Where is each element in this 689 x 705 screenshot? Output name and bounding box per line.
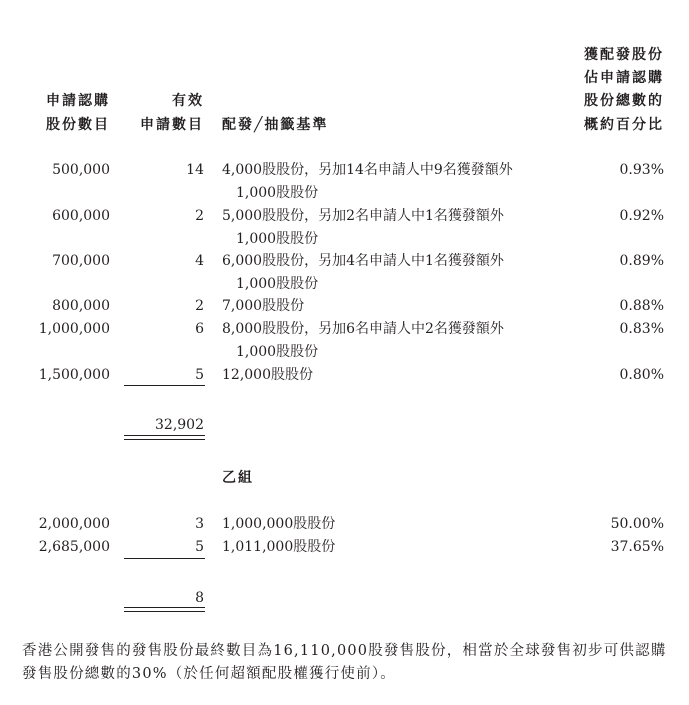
row-shares: 800,000: [52, 298, 110, 314]
row-shares: 1,000,000: [38, 321, 110, 337]
row-shares: 700,000: [52, 253, 110, 269]
subtotal-rule: [124, 558, 205, 559]
row-basis-line2: 1,000股股份: [236, 276, 319, 292]
row-basis-line1: 7,000股股份: [222, 298, 305, 314]
header-basis: 配發╱抽籤基準: [222, 117, 329, 133]
row-basis-line2: 1,000股股份: [236, 231, 319, 247]
row-shares: 2,000,000: [38, 516, 110, 532]
row-pct: 0.93%: [619, 162, 664, 178]
header-shares-line2: 股份數目: [46, 117, 110, 133]
pool-b-title: 乙組: [222, 470, 254, 486]
pool-b-total: 8: [195, 590, 204, 606]
row-count: 5: [195, 539, 204, 555]
row-pct: 50.00%: [610, 516, 664, 532]
row-basis-line2: 1,000股股份: [236, 344, 319, 360]
footer-paragraph: 香港公開發售的發售股份最終數目為16,110,000股發售股份，相當於全球發售初步可供認購發售股份總數的30%（於任何超額配股權獲行使前）。: [22, 643, 667, 682]
row-basis-line1: 12,000股股份: [222, 367, 313, 383]
row-shares: 2,685,000: [38, 539, 110, 555]
row-count: 14: [186, 162, 204, 178]
row-count: 6: [195, 321, 204, 337]
total-double-rule-top: [124, 607, 205, 608]
row-count: 3: [195, 516, 204, 532]
row-count: 2: [195, 208, 204, 224]
header-pct-line4: 概約百分比: [584, 117, 664, 133]
row-basis-line1: 4,000股股份，另加14名申請人中9名獲發額外: [222, 162, 513, 178]
total-double-rule-top: [124, 435, 205, 436]
row-shares: 500,000: [52, 162, 110, 178]
row-pct: 0.80%: [619, 367, 664, 383]
row-pct: 37.65%: [610, 539, 664, 555]
row-pct: 0.92%: [619, 208, 664, 224]
header-pct-line1: 獲配發股份: [584, 47, 664, 63]
header-pct-line3: 股份總數的: [584, 93, 664, 109]
row-basis-line1: 8,000股股份，另加6名申請人中2名獲發額外: [222, 321, 504, 337]
row-shares: 600,000: [52, 208, 110, 224]
total-double-rule-bottom: [124, 611, 205, 612]
row-pct: 0.89%: [619, 253, 664, 269]
row-shares: 1,500,000: [38, 367, 110, 383]
pool-a-total: 32,902: [155, 417, 204, 433]
row-count: 5: [195, 367, 204, 383]
row-pct: 0.83%: [619, 321, 664, 337]
header-shares-line1: 申請認購: [46, 93, 110, 109]
row-count: 2: [195, 298, 204, 314]
row-pct: 0.88%: [619, 298, 664, 314]
row-basis-line1: 6,000股股份，另加4名申請人中1名獲發額外: [222, 253, 504, 269]
header-count-line1: 有效: [172, 93, 204, 109]
header-pct-line2: 佔申請認購: [584, 70, 664, 86]
header-count-line2: 申請數目: [140, 117, 204, 133]
subtotal-rule: [124, 385, 205, 386]
row-basis-line1: 5,000股股份，另加2名申請人中1名獲發額外: [222, 208, 504, 224]
row-basis-line2: 1,000股股份: [236, 185, 319, 201]
row-count: 4: [195, 253, 204, 269]
row-basis-line1: 1,000,000股股份: [222, 516, 336, 532]
row-basis-line1: 1,011,000股股份: [222, 539, 336, 555]
total-double-rule-bottom: [124, 439, 205, 440]
